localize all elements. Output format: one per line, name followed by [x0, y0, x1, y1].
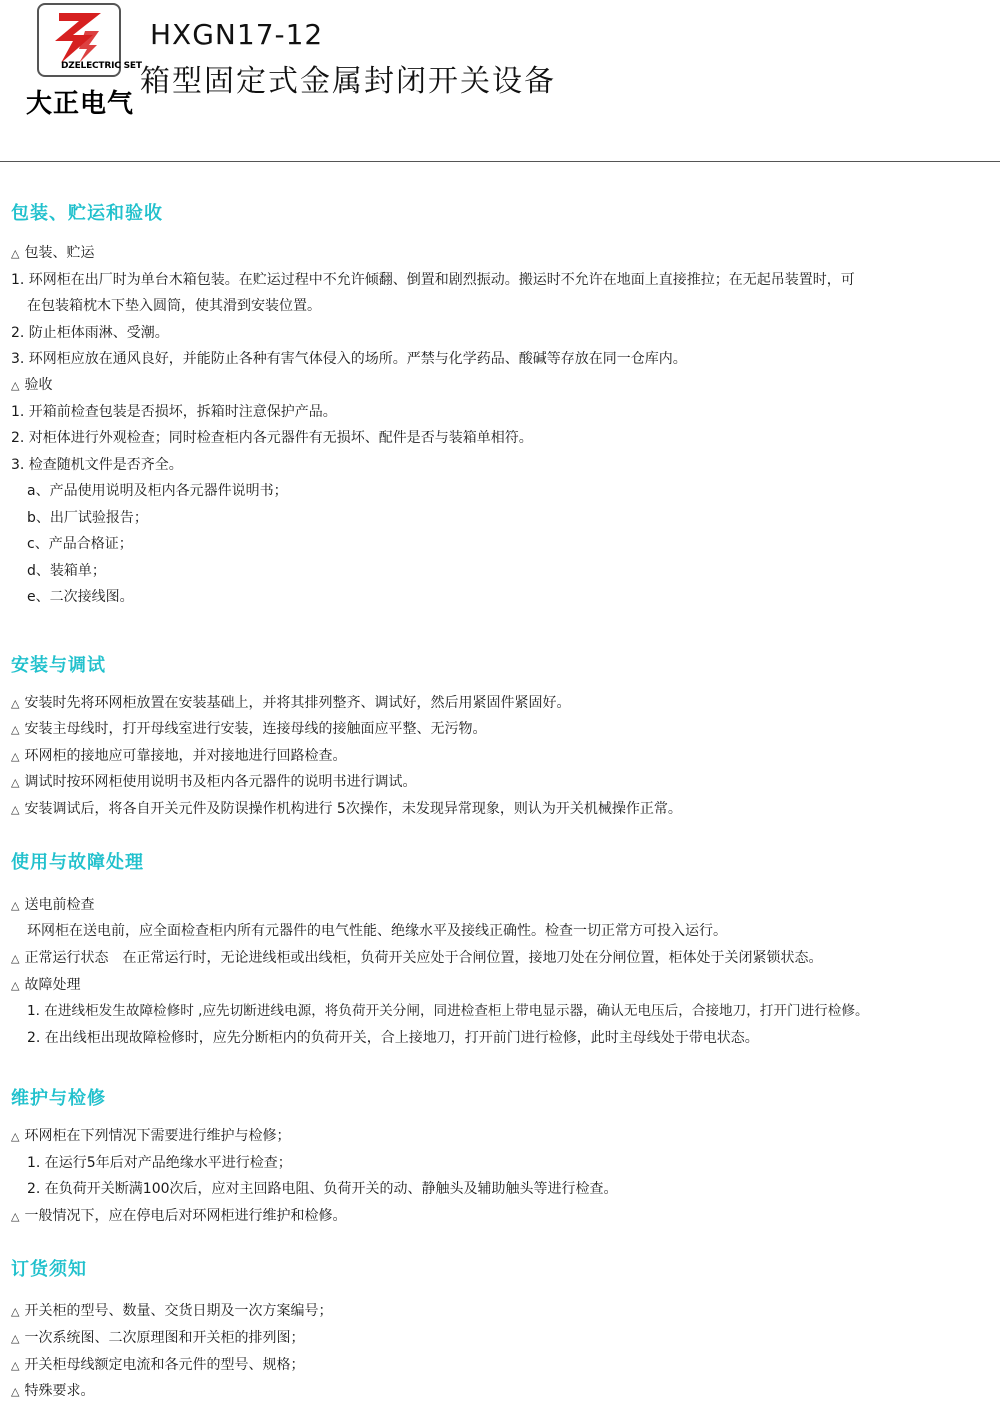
lightning-logo-icon — [37, 3, 142, 77]
section-title-operation: 使用与故障处理 — [11, 852, 144, 873]
bullet-item: △ 安装主母线时，打开母线室进行安装，连接母线的接触面应平整、无污物。 — [11, 721, 487, 737]
list-item: 2. 在出线柜出现故障检修时，应先分断柜内的负荷开关，合上接地刀，打开前门进行检修，此时主母线处于带电状态。 — [27, 1030, 759, 1046]
list-item: 1. 在运行5年后对产品绝缘水平进行检查； — [27, 1155, 292, 1171]
brand-logo — [24, 3, 142, 119]
list-item: d、装箱单； — [27, 563, 106, 579]
triangle-bullet-icon: △ — [11, 1130, 20, 1143]
triangle-bullet-icon: △ — [11, 379, 20, 392]
header-divider — [0, 161, 1000, 162]
bullet-item: △ 开关柜母线额定电流和各元件的型号、规格； — [11, 1357, 305, 1373]
brand-sub-label: DZELECTRIC SET — [61, 61, 142, 71]
list-item: 1. 环网柜在出厂时为单台木箱包装。在贮运过程中不允许倾翻、倒置和剧烈振动。搬运时不允许在地面上直接推拉；在无起吊装置时，可 — [11, 272, 855, 288]
triangle-bullet-icon: △ — [11, 1210, 20, 1223]
bullet-item: △ 验收 — [11, 377, 53, 393]
list-item: a、产品使用说明及柜内各元器件说明书； — [27, 483, 288, 499]
brand-name: 大正电气 — [25, 89, 134, 119]
list-item: 1. 在进线柜发生故障检修时 ,应先切断进线电源，将负荷开关分闸，同进检查柜上带电显示器，确认无电压后，合接地刀，打开门进行检修。 — [27, 1003, 869, 1019]
list-item: 2. 对柜体进行外观检查；同时检查柜内各元器件有无损坏、配件是否与装箱单相符。 — [11, 430, 533, 446]
triangle-bullet-icon: △ — [11, 1385, 20, 1398]
triangle-bullet-icon: △ — [11, 776, 20, 789]
bullet-item: △ 正常运行状态 在正常运行时，无论进线柜或出线柜，负荷开关应处于合闸位置，接地刀处在分闸位置，柜体处于关闭紧锁状态。 — [11, 950, 823, 966]
page-title: 箱型固定式金属封闭开关设备 — [140, 64, 556, 99]
list-item: 2. 在负荷开关断满100次后，应对主回路电阻、负荷开关的动、静触头及辅助触头等进行检查。 — [27, 1181, 618, 1197]
bullet-item: △ 环网柜的接地应可靠接地，并对接地进行回路检查。 — [11, 748, 347, 764]
list-item: 3. 环网柜应放在通风良好，并能防止各种有害气体侵入的场所。严禁与化学药品、酸碱等存放在同一仓库内。 — [11, 351, 687, 367]
triangle-bullet-icon: △ — [11, 979, 20, 992]
list-item: b、出厂试验报告； — [27, 510, 148, 526]
triangle-bullet-icon: △ — [11, 697, 20, 710]
triangle-bullet-icon: △ — [11, 750, 20, 763]
list-item: e、二次接线图。 — [27, 589, 134, 605]
page-header — [0, 0, 1000, 162]
triangle-bullet-icon: △ — [11, 723, 20, 736]
bullet-item: △ 包装、贮运 — [11, 245, 95, 261]
bullet-item: △ 安装调试后，将各自开关元件及防误操作机构进行 5次操作，未发现异常现象，则认为开关机械操作正常。 — [11, 801, 682, 817]
section-title-packaging: 包装、贮运和验收 — [11, 203, 163, 224]
list-item: 2. 防止柜体雨淋、受潮。 — [11, 325, 169, 341]
model-number: HXGN17-12 — [150, 18, 324, 51]
triangle-bullet-icon: △ — [11, 1359, 20, 1372]
section-title-maintenance: 维护与检修 — [11, 1088, 106, 1109]
bullet-item: △ 送电前检查 — [11, 897, 95, 913]
list-item: c、产品合格证； — [27, 536, 133, 552]
triangle-bullet-icon: △ — [11, 1332, 20, 1345]
triangle-bullet-icon: △ — [11, 247, 20, 260]
section-title-ordering: 订货须知 — [11, 1259, 87, 1280]
bullet-item: △ 调试时按环网柜使用说明书及柜内各元器件的说明书进行调试。 — [11, 774, 417, 790]
bullet-item: △ 故障处理 — [11, 977, 81, 993]
bullet-item: △ 安装时先将环网柜放置在安装基础上，并将其排列整齐、调试好，然后用紧固件紧固好。 — [11, 695, 571, 711]
bullet-item: △ 开关柜的型号、数量、交货日期及一次方案编号； — [11, 1303, 333, 1319]
section-title-installation: 安装与调试 — [11, 655, 106, 676]
bullet-item: △ 一般情况下，应在停电后对环网柜进行维护和检修。 — [11, 1208, 347, 1224]
triangle-bullet-icon: △ — [11, 1305, 20, 1318]
triangle-bullet-icon: △ — [11, 952, 20, 965]
bullet-item: △ 特殊要求。 — [11, 1383, 95, 1399]
triangle-bullet-icon: △ — [11, 899, 20, 912]
triangle-bullet-icon: △ — [11, 803, 20, 816]
list-item: 3. 检查随机文件是否齐全。 — [11, 457, 183, 473]
bullet-item: △ 环网柜在下列情况下需要进行维护与检修； — [11, 1128, 291, 1144]
list-item: 1. 开箱前检查包装是否损坏，拆箱时注意保护产品。 — [11, 404, 337, 420]
bullet-item: △ 一次系统图、二次原理图和开关柜的排列图； — [11, 1330, 305, 1346]
list-item: 环网柜在送电前，应全面检查柜内所有元器件的电气性能、绝缘水平及接线正确性。检查一切正常方可投入运行。 — [27, 923, 727, 939]
list-item: 在包装箱枕木下垫入圆筒，使其滑到安装位置。 — [27, 298, 321, 314]
